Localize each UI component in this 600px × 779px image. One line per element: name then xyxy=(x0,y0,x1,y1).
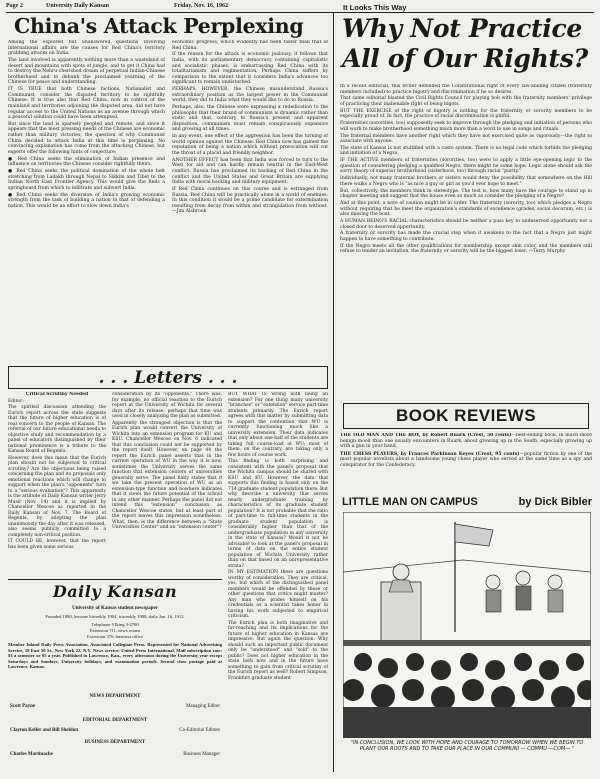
book-reviews-heading: BOOK REVIEWS xyxy=(395,406,537,425)
masthead-logo: Daily Kansan xyxy=(52,582,178,601)
news-dept-label: NEWS DEPARTMENT xyxy=(89,694,141,699)
letter-paragraph: IT COULD BE, however, that the report has been given some serious xyxy=(8,539,106,550)
china-headline: China's Attack Perplexing xyxy=(14,14,304,38)
masthead-phone-ext-news: Extension 711, news rooms xyxy=(89,628,141,633)
rights-paragraph: BUT THE EXERCISE of the right of bigotry is nothing for the fraternity or sorority members to be especially proud of. In fact, the practice of racial discrimination is pitiful. xyxy=(340,108,592,120)
china-paragraph: The land involved is apparently nothing more than a wasteland of desert and mountains with spots of jungle, and to get it China had to destroy the Nehru-cherished dream of perpetual Indian-Chinese brotherhood and to debunk the proclaimed yearning of the Chinese for peace and understanding. xyxy=(8,57,165,86)
business-dept-name: Charles Martinache xyxy=(10,752,53,757)
china-paragraph: IT IS TRUE that both Chinese factions, Nationalist and Communist, consider the disputed territory to be rightfully Chinese. It is true also that Red China, now in control of the mainland and territories adjoining the disputed area, did not have regular access to the United Nations as an avenue through which a peaceful solution could have been attempted. xyxy=(8,87,165,121)
rights-paragraph: A HUMAN BEING'S RACIAL characteristics should be neither a pass key to undeserved opportunity nor a closed door to deserved opportunity. xyxy=(340,218,592,230)
cartoon-title-bar xyxy=(342,496,592,510)
china-paragraph: If Red China continues on this course and is estranged from Russia, Red China will be practically alone in a world of enemies. In this condition it would be a prime candidate for extermination resulting from decay from within and strangulation from without. —Jim Alsbrook xyxy=(172,186,328,215)
review-2-body: —popular fiction by one of the most popular novelists about a handsome young chess player who served at the same time as a spy and conspirator for the Confederacy. xyxy=(340,451,592,468)
masthead-tagline: University of Kansas student newspaper xyxy=(72,606,158,611)
letter-heading: Critical Scrutiny Needed xyxy=(25,392,89,397)
page-divider xyxy=(333,12,334,772)
china-paragraph: PERHAPS, HOWEVER, the Chinese misunderstand Russia's extraordinary position as the largest power in the Communist world; they did to India what they would like to do to Russia. xyxy=(172,87,328,104)
paper-name: University Daily Kansan xyxy=(46,3,110,9)
letter-paragraph: However, does this mean that the Eurich plan should not be subjected to critical scrutiny? Are the objections being raised concerning the plan and its proposals only emotional reactions which will change to support when the plan's "opponents" turn to a "serious evaluation"? This apparently is the attitude of Daily Kansan writer Jerry Musil (Nov. 14) and it is implied by Chancellor Wescoe as reported in the Daily Kansan of Nov. 7. The Board of Regents, by adopting the plan unanimously the day after it was released, also seems publicly committed to a completely non-critical position. xyxy=(8,455,106,538)
rights-paragraph: The fraternal members have another right which they have not exercised quite as vigorously—the right to associate with anyone. xyxy=(340,133,592,145)
rights-paragraph: In a recent editorial, this writer defended the Constitutional right of every law-abiding citizen (fraternity members included) to practice bigotry and discrimination if he so desires. xyxy=(340,84,592,95)
masthead-phone: Telephone VIking 3-2700 xyxy=(91,622,139,627)
rights-headline-line1: Why Not Practice xyxy=(342,14,583,43)
china-paragraph: But since the land is sparsely peopled and remote, and since it appears that the most pressing needs of the Chinese are economic rather than military victories, the question of why Communist China decided to attack India at this time is perplexing. No convincing explanation has come from the attacking Chinese, but experts offer the following hints of conjecture: xyxy=(8,121,165,155)
china-paragraph: ● Red China seeks the elimination of Indian presence and influence on territories the Chinese consider rightfully theirs. xyxy=(8,156,165,168)
letter-paragraph: This finding is both surprising and consistent with the panel's proposal that the Wichita campus should be shared with KSU and KU. However, the data that supports this finding is based only on the 714 graduate student population there. But why describe a university that serves nearly undergraduate training by characteristics of its graduate student population? It is not probable that the ratio of part-time to full-time students in the graduate student population is considerably higher than that of the undergraduate population in any university in the state of Kansas? Would it not be advisable to look at the panel's proposal in terms of data on the entire student population of Wichita University rather than on that based on an unrepresentative strata? xyxy=(228,459,328,569)
china-column-2 xyxy=(172,40,328,358)
news-dept-name: Scott Payne xyxy=(10,704,36,709)
rights-column xyxy=(340,84,592,394)
masthead xyxy=(8,582,222,772)
china-paragraph: Perhaps, also, the Chinese were expressing a rededication to the philosophy that their brand of communism is dynamic rather than static and that, contrary to Russia's present and apparent disposition, communism must remain conspicuously expansive and growing at all times. xyxy=(172,105,328,133)
review-2-title: THE CHESS PLAYERS, by Frances Parkinson Keyes (Crest, 95 cents) xyxy=(340,451,520,457)
page-number: Page 2 xyxy=(6,3,23,9)
china-paragraph: If the reason for the attack is economic jealousy, it follows that India, with its parliamentary democracy containing capitalistic and socialistic phases, is embarrassing Red China with its totalitarianism and regimentation. Perhaps China suffers by comparison to the extent that it considers India's advances too significant to remain undisturbed. xyxy=(172,52,328,86)
china-paragraph: Among the explored but unanswered questions involving international affairs are the causes for Red China's territory grabbing attacks on India. xyxy=(8,40,165,57)
rights-paragraph: Individually, not many fraternal brothers or sisters would deny the possibility that somewhere on the Hill there walks a Negro who is "as nice a guy or girl as you'd ever hope to meet." xyxy=(340,176,592,187)
header-rule xyxy=(6,12,594,13)
china-paragraph: economic progress, which evidently has been faster than that of Red China. xyxy=(172,40,328,51)
masthead-rule-top xyxy=(8,579,222,580)
rights-paragraph: IF THE ACTIVE members of fraternities (sororities, too) were to apply a little eye-opening logic to the question of considering pledging a qualified Negro, there might be some hope. Logic alone should ask the sorry theory of superior brotherhood (sisterhood, too) through racial "purity." xyxy=(340,158,592,175)
letters-banner-title: . . . Letters . . . xyxy=(98,367,238,388)
china-paragraph: ● Red China seeks the diversion of India's growing economic strength from the task of building a nation to that of defending a nation. This would be an effort to slow down India's xyxy=(8,192,165,209)
rights-paragraph: But, collectively, the members think in stereotype. The test is, how many have the courage to stand up in chapter meeting and suggest that the house even so much as consider the pledging of a Negro? xyxy=(340,188,592,200)
letter-salutation: Editor: xyxy=(8,398,24,404)
news-dept-role: Managing Editor xyxy=(185,704,220,709)
review-1 xyxy=(340,433,592,450)
letter-paragraph: IN MY ESTIMATION these are questions worthy of consideration. They are critical, yes, but which of the distinguished panel members would be offended by these or other questions that critics might muster? Any man who prides himself on his credentials as a scientist takes honor in having his work subjected to empirical criticism. xyxy=(228,570,328,619)
cartoon-drawing xyxy=(343,512,591,738)
china-paragraph: ● Red China seeks the political domination of the whole belt stretching from Ladakh through Nepal to Sikkim and Tibet to the Indian North East Frontier Agency. This would give the Reds a springboard from which to infiltrate and subvert India. xyxy=(8,169,165,191)
editorial-dept-names: Clayton Keller and Bill Sheldon xyxy=(10,728,78,733)
letters-column-1 xyxy=(8,392,106,577)
rights-paragraph: And at this point, a note of caution might be in order. The fraternity (sorority, too) which pledges a Negro without requiring that he meet the organization's standards of excellence (grades, social decorum, etc.) is also missing the boat. xyxy=(340,200,592,218)
letter-paragraph: Apparently the strongest objection is that the Eurich plan would convert the University of Wichita into an extension program for KU and KSU. Chancellor Wescoe on Nov. 6 indicated that this conclusion could not be supported by the report itself. However, on page 44 the report the Eurich panel asserts that in the current operation of WU in the way it is now, sometimes the University serves the same function that extension centers of universities generally serve. The panel flatly states that if we take the present operation of WU as an extension-type function and nowhere indicates that it views the future potential of the school in any other manner. Perhaps the panel did not intend this "extension" conclusion as Chancellor Wescoe states, but at least part of the report leaves this impression nonetheless. What, then, is the difference between a "State Universities Center" and an "extension center"? xyxy=(112,420,222,530)
editorial-dept-label: EDITORIAL DEPARTMENT xyxy=(82,718,148,723)
china-paragraph: In any event, one effect of the aggression has been the turning of world opinion against the Chinese. Red China now has gained the reputation of being a nation which without provocation will cut the throat of a placid and friendly neighbor. xyxy=(172,134,328,157)
letter-paragraph: The spirited discussion attending the Eurich report across the state suggests that the future of higher education is of real concern to the people of Kansas. The referral of our future educational needs to objective study and recommendation by a panel of educators distinguished by their national prominence is a tribute to the Kansas Board of Regents. xyxy=(8,405,106,454)
masthead-phone-ext-business: Extension 376, business office xyxy=(86,634,144,639)
letter-paragraph: BUT WHAT IS wrong with being an extension? For one thing many university "branches" or "extension" service part-time students primarily. The Eurich report agrees with this matter by submitting data to support the contention that WU is currently functioning much like a university extension. Their data indicates that only about one-half of the students are taking full course-load at WU; most of them, on the contrary, are taking only a few hours of course work. xyxy=(228,392,328,458)
cartoon-illustration xyxy=(343,512,591,738)
letters-banner xyxy=(8,366,328,389)
rights-headline-line2: All of Our Rights? xyxy=(342,44,588,73)
rights-paragraph: That same editorial blasted the Civil Rights Council for playing hob with the fraternity members' privilege of practicing their inalienable right of being bigots. xyxy=(340,96,592,107)
masthead-founded: Founded 1880, became biweekly 1904, triweekly 1908, daily Jan. 16, 1912. xyxy=(45,614,185,619)
china-paragraph: ANOTHER EFFECT has been that India was forced to turn to the West for aid and can hardly remain neutral in the East-West conflict. Russia has proclaimed its backing of Red China in the conflict and the United States and Great Britain are supplying India with moral backing and military equipment. xyxy=(172,157,328,186)
letters-column-2 xyxy=(112,392,222,577)
rights-paragraph: If the Negro meets all the other qualifications for membership except skin color, and the members still refuse to tender an invitation, the fraternity or sorority will be the biggest loser. —Terry Murphy xyxy=(340,243,592,255)
issue-date: Friday, Nov. 16, 1962 xyxy=(174,3,229,9)
masthead-membership: Member Inland Daily Press Association, Associated Collegiate Press. Represented for National Advertising Service, 18 East 50 St., New York 22, N.Y. News service: United Press International. Mail subscription rate: $3 a semester or $5 a year. Published in Lawrence, Kan., every afternoon during the University year except Saturdays and Sundays, University holidays, and examination periods. Second class postage paid at Lawrence, Kansas. xyxy=(8,642,222,670)
rights-paragraph: A fraternity or sorority has made the crucial step when it awakens to the fact that a Negro just might happen to have something to contribute. xyxy=(340,231,592,242)
book-reviews-body xyxy=(340,433,592,505)
cartoon-title: LITTLE MAN ON CAMPUS xyxy=(342,496,478,508)
review-1-title: THE OLD MAN AND THE BOY, by Robert Ruark (Crest, 50 cents) xyxy=(340,433,512,438)
letter-paragraph: The Eurich plan is both imaginative and far-reaching and its implications for the future of higher education in Kansas are impressive. But again the question: Why should such an important public document only be "understood" and "sold" to the public? Does not higher education in the state both now and in the future have something to gain from critical scrutiny of the Eurich report as well? Robert Simpson, Frankfurt graduate student xyxy=(228,620,328,681)
review-2 xyxy=(340,452,592,469)
cartoon-author: by Dick Bibler xyxy=(518,496,592,508)
cartoon-caption: "IN CONCLUSION, WE LOOK WITH HOPE AND COURAGE TO TOMORROW WHEN WE BEGIN TO PLANT OUR ROOTS AND TO TAKE OUR PLACE IN OUR COMMUNI — COMMU —COM— " xyxy=(350,740,584,752)
rights-paragraph: Fraternities (sororities, too) supposedly seek to improve through the pledging and initiation of persons who will work to make brotherhood something much more than a word to use in songs and rituals. xyxy=(340,121,592,132)
letter-paragraph: consideration by its "opponents." There was, for example, no official reaction to the Eurich report at the University of Wichita for several days after its release; perhaps that time was used in closely analyzing the plan as submitted. xyxy=(112,392,222,419)
rights-paragraph: The state of Kansas is not stultified with a caste system. There is no legal code which forbids the pledging and initiation of a Negro. xyxy=(340,145,592,157)
business-dept-role: Business Manager xyxy=(183,752,220,757)
letters-column-3 xyxy=(228,392,328,772)
book-reviews-box xyxy=(343,403,589,429)
business-dept-label: BUSINESS DEPARTMENT xyxy=(84,740,146,745)
china-column-1 xyxy=(8,40,165,358)
review-1-body: —best-selling book, in much more benign mood than one usually encounters in Ruark, about growing up in the South, especially growing up with a gun in your hand. xyxy=(340,433,592,450)
section-label: It Looks This Way xyxy=(343,3,407,12)
page-header xyxy=(6,2,330,12)
editorial-dept-role: Co-Editorial Editors xyxy=(179,728,220,733)
